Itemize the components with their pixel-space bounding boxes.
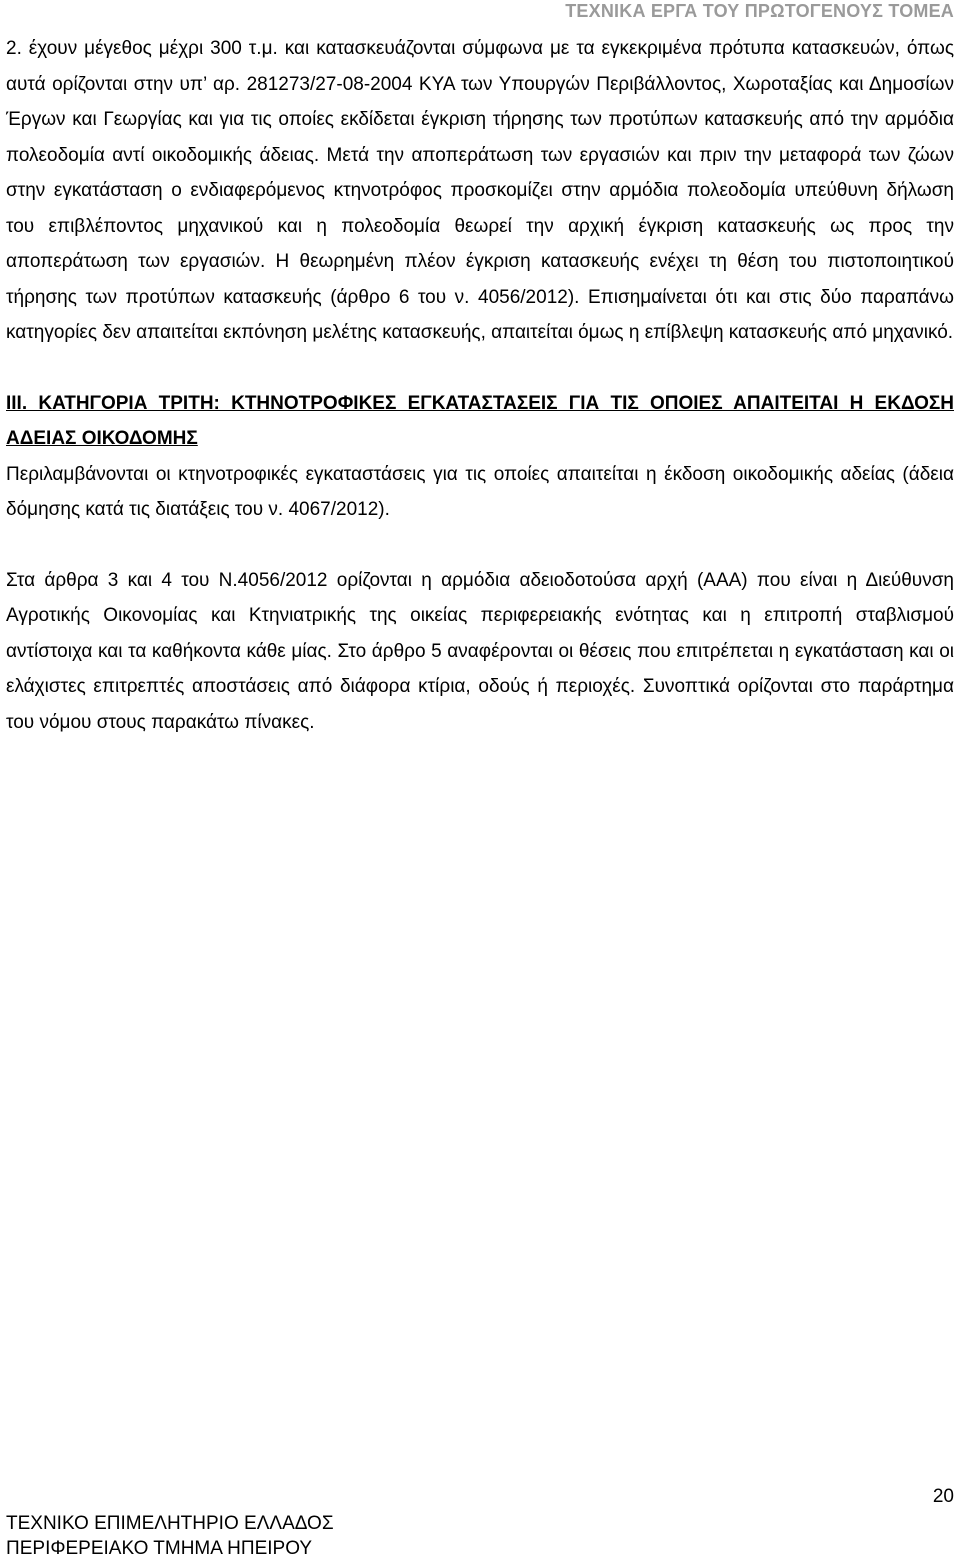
page-content — [6, 31, 954, 740]
page-footer — [6, 1511, 334, 1561]
page-number: 20 — [932, 1486, 954, 1507]
paragraph-licensing-authority: Στα άρθρα 3 και 4 του Ν.4056/2012 ορίζονται η αρμόδια αδειοδοτούσα αρχή (ΑΑΑ) που είναι η Διεύθυνση Αγροτικής Οικονομίας και Κτηνιατρικής της οικείας περιφερειακής ενότητας και η επιτροπή σταβλισμού αντίστοιχα και τα καθήκοντα κάθε μίας. Στο άρθρο 5 αναφέρονται οι θέσεις που επιτρέπεται η εγκατάσταση και οι ελάχιστες επιτρεπτές αποστάσεις από διάφορα κτίρια, οδούς ή περιοχές. Συνοπτικά ορίζονται στο παράρτημα του νόμου στους παρακάτω πίνακες. — [6, 569, 954, 733]
section-heading-category-three: ΙΙΙ. ΚΑΤΗΓΟΡΙΑ ΤΡΙΤΗ: ΚΤΗΝΟΤΡΟΦΙΚΕΣ ΕΓΚΑΤΑΣΤΑΣΕΙΣ ΓΙΑ ΤΙΣ ΟΠΟΙΕΣ ΑΠΑΙΤΕΙΤΑΙ Η ΕΚΔΟΣΗ ΑΔΕΙΑΣ ΟΙΚΟΔΟΜΗΣ — [6, 392, 954, 449]
paragraph-category-three: Περιλαμβάνονται οι κτηνοτροφικές εγκαταστάσεις για τις οποίες απαιτείται η έκδοση οικοδομικής αδείας (άδεια δόμησης κατά τις διατάξεις του ν. 4067/2012). — [6, 463, 954, 520]
footer-organization: ΤΕΧΝΙΚΟ ΕΠΙΜΕΛΗΤΗΡΙΟ ΕΛΛΑΔΟΣ — [6, 1513, 334, 1534]
running-header: ΤΕΧΝΙΚΑ ΕΡΓΑ ΤΟΥ ΠΡΩΤΟΓΕΝΟΥΣ ΤΟΜΕΑ — [565, 1, 954, 21]
footer-department: ΠΕΡΙΦΕΡΕΙΑΚΟ ΤΜΗΜΑ ΗΠΕΙΡΟΥ — [6, 1538, 313, 1559]
paragraph-category-two: 2. έχουν μέγεθος μέχρι 300 τ.μ. και κατασκευάζονται σύμφωνα με τα εγκεκριμένα πρότυπα κατασκευών, όπως αυτά ορίζονται στην υπ’ αρ. 281273/27-08-2004 ΚΥΑ των Υπουργών Περιβάλλοντος, Χωροταξίας και Δημοσίων Έργων και Γεωργίας και για τις οποίες εκδίδεται έγκριση τήρησης των προτύπων κατασκευής από την αρμόδια πολεοδομία αντί οικοδομικής άδειας. Μετά την αποπεράτωση των εργασιών και πριν την μεταφορά των ζώων στην εγκατάσταση ο ενδιαφερόμενος κτηνοτρόφος προσκομίζει στην αρμόδια πολεοδομία υπεύθυνη δήλωση του επιβλέποντος μηχανικού και η πολεοδομία θεωρεί την αρχική έγκριση κατασκευής ως προς την αποπεράτωση των εργασιών. Η θεωρημένη πλέον έγκριση κατασκευής ενέχει τη θέση του πιστοποιητικού τήρησης των προτύπων κατασκευής (άρθρο 6 του ν. 4056/2012). Επισημαίνεται ότι και στις δύο παραπάνω κατηγορίες δεν απαιτείται εκπόνηση μελέτης κατασκευής, απαιτείται όμως η επίβλεψη κατασκευής από μηχανικό. — [6, 38, 954, 343]
